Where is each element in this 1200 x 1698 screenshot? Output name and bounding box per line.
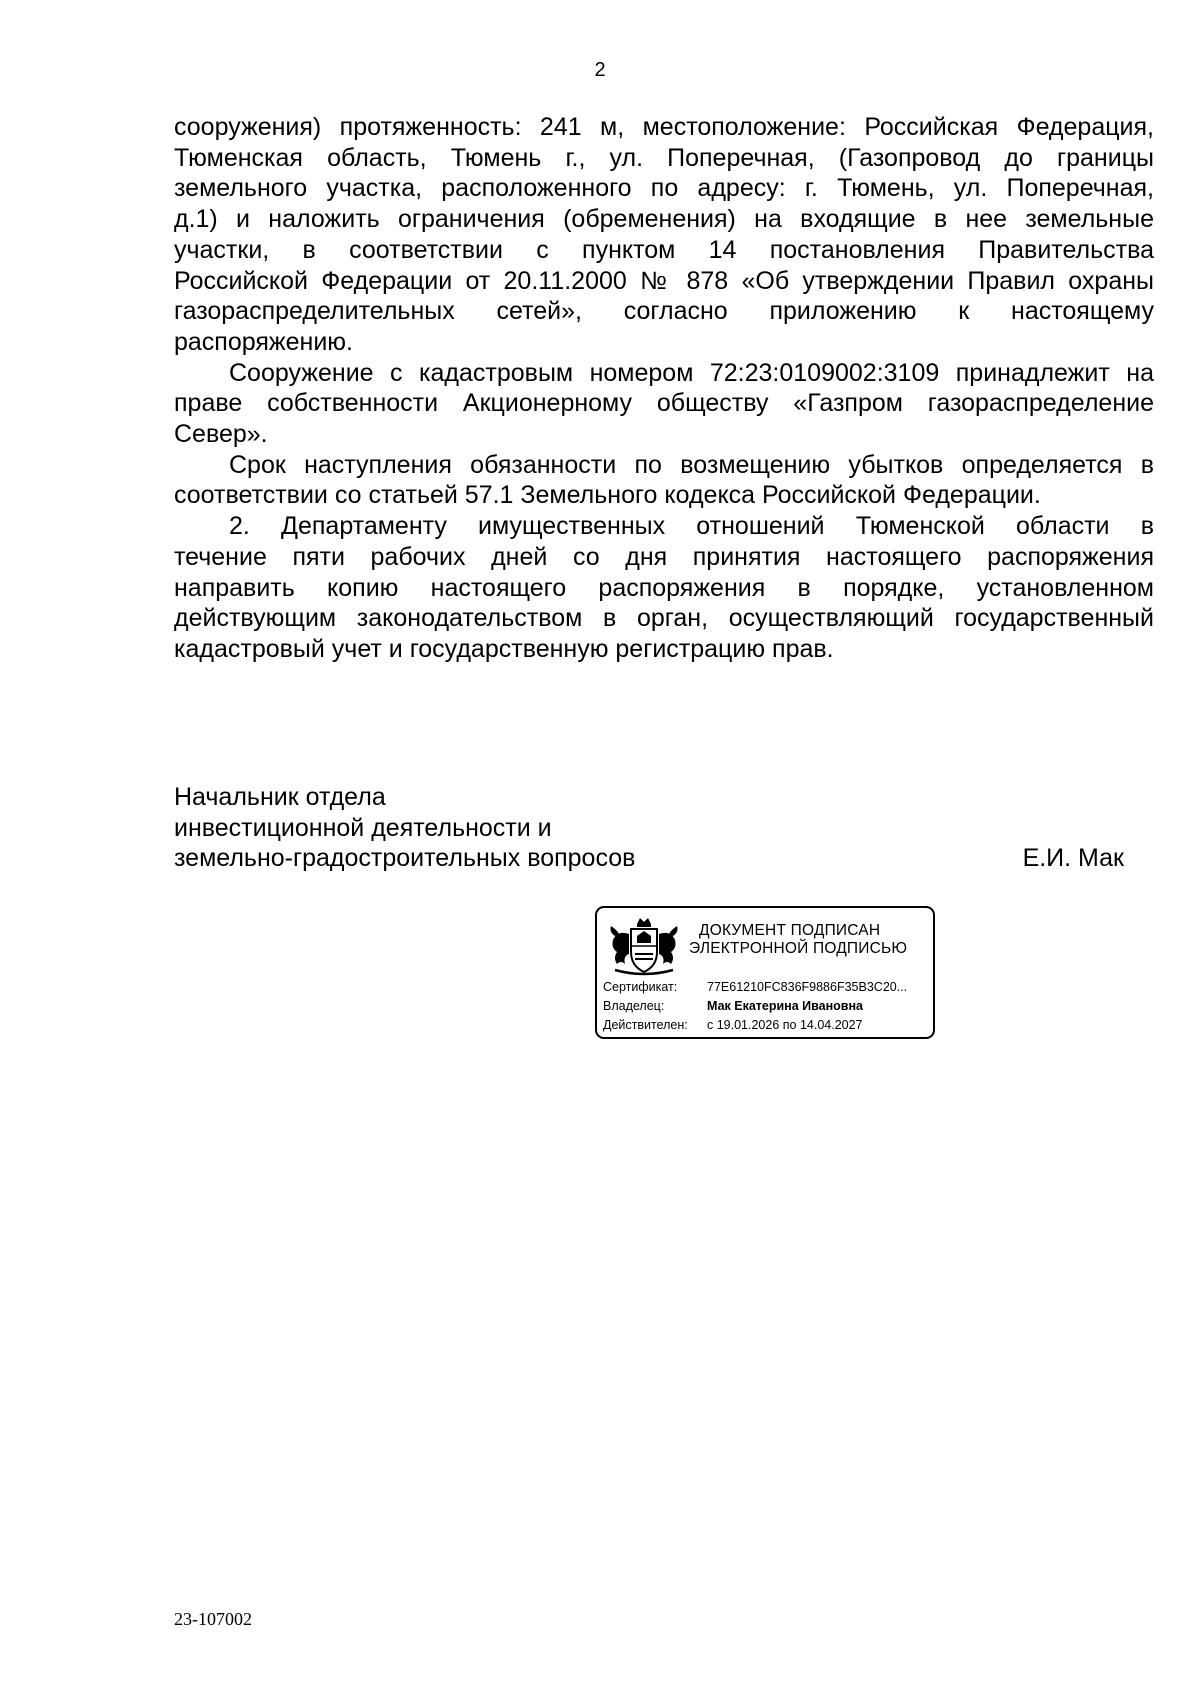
page-number: 2 (594, 59, 606, 81)
signer-position-line: земельно-градостроительных вопросов (174, 844, 636, 873)
owner-row (603, 997, 931, 1016)
text-line: 2. Департаменту имущественных отношений Тюменской области в (229, 512, 1154, 541)
stamp-title-line: ЭЛЕКТРОННОЙ ПОДПИСЬЮ (689, 940, 908, 957)
electronic-signature-stamp (595, 906, 935, 1039)
document-body (174, 112, 1154, 665)
certificate-row (603, 978, 931, 997)
paragraph-4 (174, 511, 1154, 665)
text-line: соответствии со статьей 57.1 Земельного кодекса Российской Федерации. (174, 481, 1041, 510)
signer-position-line: инвестиционной деятельности и (174, 813, 552, 842)
stamp-title (689, 922, 929, 958)
text-line: д.1) и наложить ограничения (обременения) на входящие в нее земельные (174, 205, 1154, 234)
text-line: действующим законодательством в орган, осуществляющий государственный (174, 604, 1154, 633)
signer-name: Е.И. Мак (1022, 844, 1124, 873)
text-line: Тюменская область, Тюмень г., ул. Поперечная, (Газопровод до границы (174, 143, 1154, 172)
document-code: 23-107002 (174, 1609, 252, 1629)
text-line: Сооружение с кадастровым номером 72:23:0109002:3109 принадлежит на (229, 358, 1154, 387)
paragraph-3 (174, 450, 1154, 511)
signature-block (174, 782, 1124, 874)
text-line: кадастровый учет и государственную регистрацию прав. (174, 634, 834, 663)
text-line: Срок наступления обязанности по возмещению убытков определяется в (229, 450, 1154, 479)
text-line: течение пяти рабочих дней со дня принятия настоящего распоряжения (174, 542, 1154, 571)
text-line: праве собственности Акционерному обществу «Газпром газораспределение (174, 389, 1154, 418)
validity-value: с 19.01.2026 по 14.04.2027 (707, 1018, 863, 1032)
owner-value: Мак Екатерина Ивановна (707, 999, 863, 1013)
text-line: направить копию настоящего распоряжения в порядке, установленном (174, 573, 1154, 602)
validity-row (603, 1016, 931, 1035)
signer-position-line: Начальник отдела (174, 783, 386, 811)
text-line: земельного участка, расположенного по адресу: г. Тюмень, ул. Поперечная, (174, 174, 1154, 203)
text-line: сооружения) протяженность: 241 м, местоположение: Российская Федерация, (174, 113, 1154, 141)
paragraph-2 (174, 358, 1154, 450)
text-line: участки, в соответствии с пунктом 14 постановления Правительства (174, 235, 1154, 264)
text-line: Север». (174, 420, 268, 449)
validity-label: Действителен: (603, 1018, 688, 1032)
certificate-value: 77E61210FC836F9886F35B3C20... (707, 980, 908, 994)
tyumen-coat-of-arms-icon (607, 916, 681, 978)
owner-label: Владелец: (603, 999, 665, 1013)
text-line: распоряжению. (174, 327, 354, 356)
paragraph-1 (174, 112, 1154, 358)
stamp-details (603, 978, 931, 1035)
text-line: Российской Федерации от 20.11.2000 № 878 «Об утверждении Правил охраны (174, 266, 1154, 295)
certificate-label: Сертификат: (603, 980, 678, 994)
stamp-title-line: ДОКУМЕНТ ПОДПИСАН (699, 922, 881, 939)
text-line: газораспределительных сетей», согласно приложению к настоящему (174, 297, 1154, 326)
